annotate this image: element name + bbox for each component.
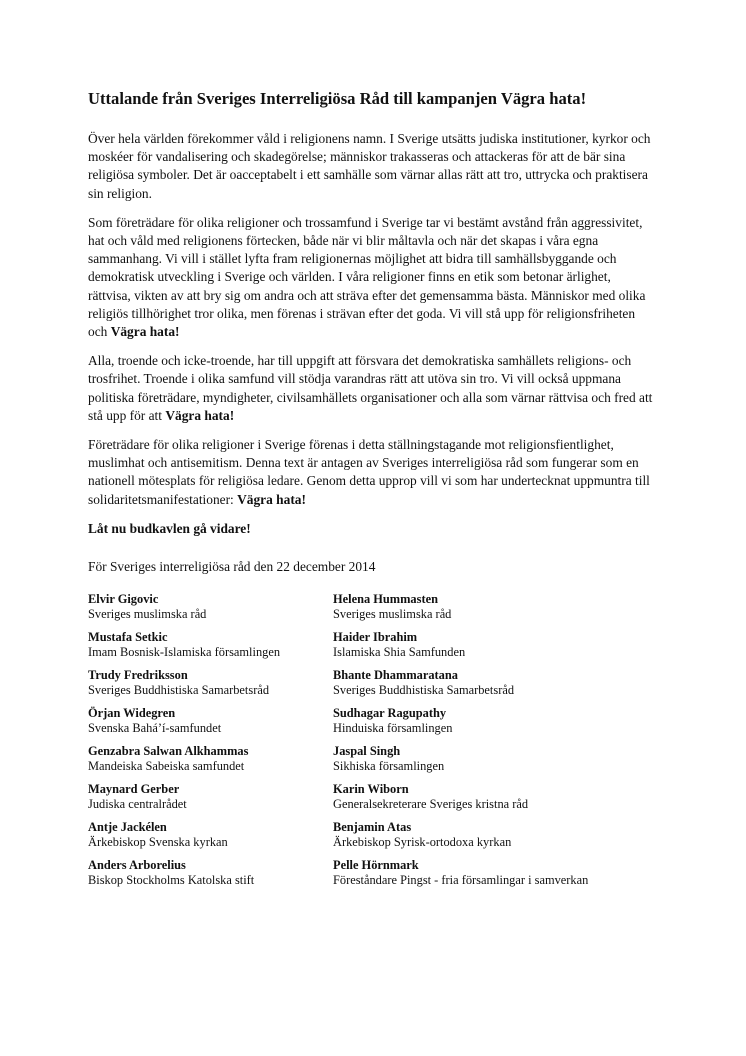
signatory [88,668,333,698]
signatory-name: Haider Ibrahim [333,629,418,644]
signatory [88,592,333,622]
signatory-name: Sudhagar Ragupathy [333,705,447,720]
signatory-name: Antje Jackélen [88,819,167,834]
paragraph-1 [88,130,654,203]
signatory [88,858,333,888]
signatory-name: Karin Wiborn [333,781,409,796]
signatory-org: Imam Bosnisk-Islamiska församlingen [88,644,281,659]
signatory-org: Mandeiska Sabeiska samfundet [88,758,245,773]
signatory [88,820,333,850]
signatory-name: Anders Arborelius [88,857,186,872]
signatory-org: Islamiska Shia Samfunden [333,644,466,659]
signatory-name: Genzabra Salwan Alkhammas [88,743,249,758]
document-title: Uttalande från Sveriges Interreligiösa Råd till kampanjen Vägra hata! [88,89,587,108]
paragraph-4-slogan: Vägra hata! [237,491,306,507]
paragraph-2-text: Som företrädare för olika religioner och trossamfund i Sverige tar vi bestämt avstånd från aggressivitet, hat och våld med religionens förtecken, både när vi blir måltavla och när det skapas i våra egna sammanhang. Vi vill i stället lyfta fram religionernas möjlighet att bidra till samhällsbyggande och demokratisk utveckling i Sverige och världen. I våra religioner finns en etik som betonar ärlighet, rättvisa, vikten av att bry sig om andra och att sträva efter det gemensamma bästa. Människor med olika religiös tillhörighet tror olika, men förenas i strävan efter det goda. Vi vill stå upp för religionsfriheten och [88,214,646,340]
paragraph-3-text: Alla, troende och icke-troende, har till uppgift att försvara det demokratiska samhällets religions- och trosfrihet. Troende i olika samfund vill stödja varandras rätt att utöva sin tro. Vi vill också uppmana politiska företrädare, myndigheter, civilsamhällets organisationer och alla som värnar rättvisa och fred att stå upp för att [88,353,653,423]
signatory [333,820,653,850]
signatory-org: Svenska Bahá’í-samfundet [88,720,222,735]
signatory-name: Helena Hummasten [333,591,438,606]
signatory-org: Sveriges Buddhistiska Samarbetsråd [333,682,515,697]
signatory [333,630,653,660]
signatory-name: Trudy Fredriksson [88,667,188,682]
signatory-org: Sveriges Buddhistiska Samarbetsråd [88,682,270,697]
signatory-name: Pelle Hörnmark [333,857,419,872]
signatory [333,782,653,812]
signatory-org: Sikhiska församlingen [333,758,445,773]
signatory-org: Ärkebiskop Svenska kyrkan [88,834,228,849]
closing-statement: Låt nu budkavlen gå vidare! [88,520,251,536]
paragraph-4 [88,436,654,509]
signatory-org: Ärkebiskop Syrisk-ortodoxa kyrkan [333,834,512,849]
signatory-org: Judiska centralrådet [88,796,187,811]
paragraph-2 [88,214,654,341]
signatory-name: Jaspal Singh [333,743,401,758]
signatory-org: Sveriges muslimska råd [88,606,207,621]
signatory [333,706,653,736]
signatory-org: Hinduiska församlingen [333,720,453,735]
signatory-name: Bhante Dhammaratana [333,667,458,682]
paragraph-3 [88,352,654,425]
signatory-org: Föreståndare Pingst - fria församlingar i samverkan [333,872,589,887]
signatory-name: Mustafa Setkic [88,629,168,644]
signatory-name: Elvir Gigovic [88,591,159,606]
signatory [88,744,333,774]
signatory-name: Benjamin Atas [333,819,412,834]
signatory [333,858,653,888]
signatory-org: Generalsekreterare Sveriges kristna råd [333,796,529,811]
paragraph-2-slogan: Vägra hata! [110,324,180,340]
signatory-org: Sveriges muslimska råd [333,606,452,621]
signatory [333,744,653,774]
dateline: För Sveriges interreligiösa råd den 22 december 2014 [88,558,376,574]
signatory [333,668,653,698]
document-page [88,88,654,888]
signatory [88,706,333,736]
signatory-org: Biskop Stockholms Katolska stift [88,872,255,887]
signatory [88,782,333,812]
paragraph-1-text: Över hela världen förekommer våld i religionens namn. I Sverige utsätts judiska institutioner, kyrkor och moskéer för vandalisering och skadegörelse; människor trakasseras och attackeras för att de bär sina religiösa symboler. Det är oacceptabelt i ett samhälle som värnar allas rätt att tro, uttrycka och praktisera sin religion. [88,131,651,201]
signatory [88,630,333,660]
signatory-name: Maynard Gerber [88,781,180,796]
signatories-list [88,592,654,888]
paragraph-4-text: Företrädare för olika religioner i Sverige förenas i detta ställningstagande mot religionsfientlighet, muslimhat och antisemitism. Denna text är antagen av Sveriges interreligiösa råd som fungerar som en nationell mötesplats för religiösa ledare. Genom detta upprop vill vi som har undertecknat uppmuntra till solidaritetsmanifestationer: [88,437,650,507]
signatory [333,592,653,622]
signatory-name: Örjan Widegren [88,705,176,720]
paragraph-3-slogan: Vägra hata! [165,407,235,423]
